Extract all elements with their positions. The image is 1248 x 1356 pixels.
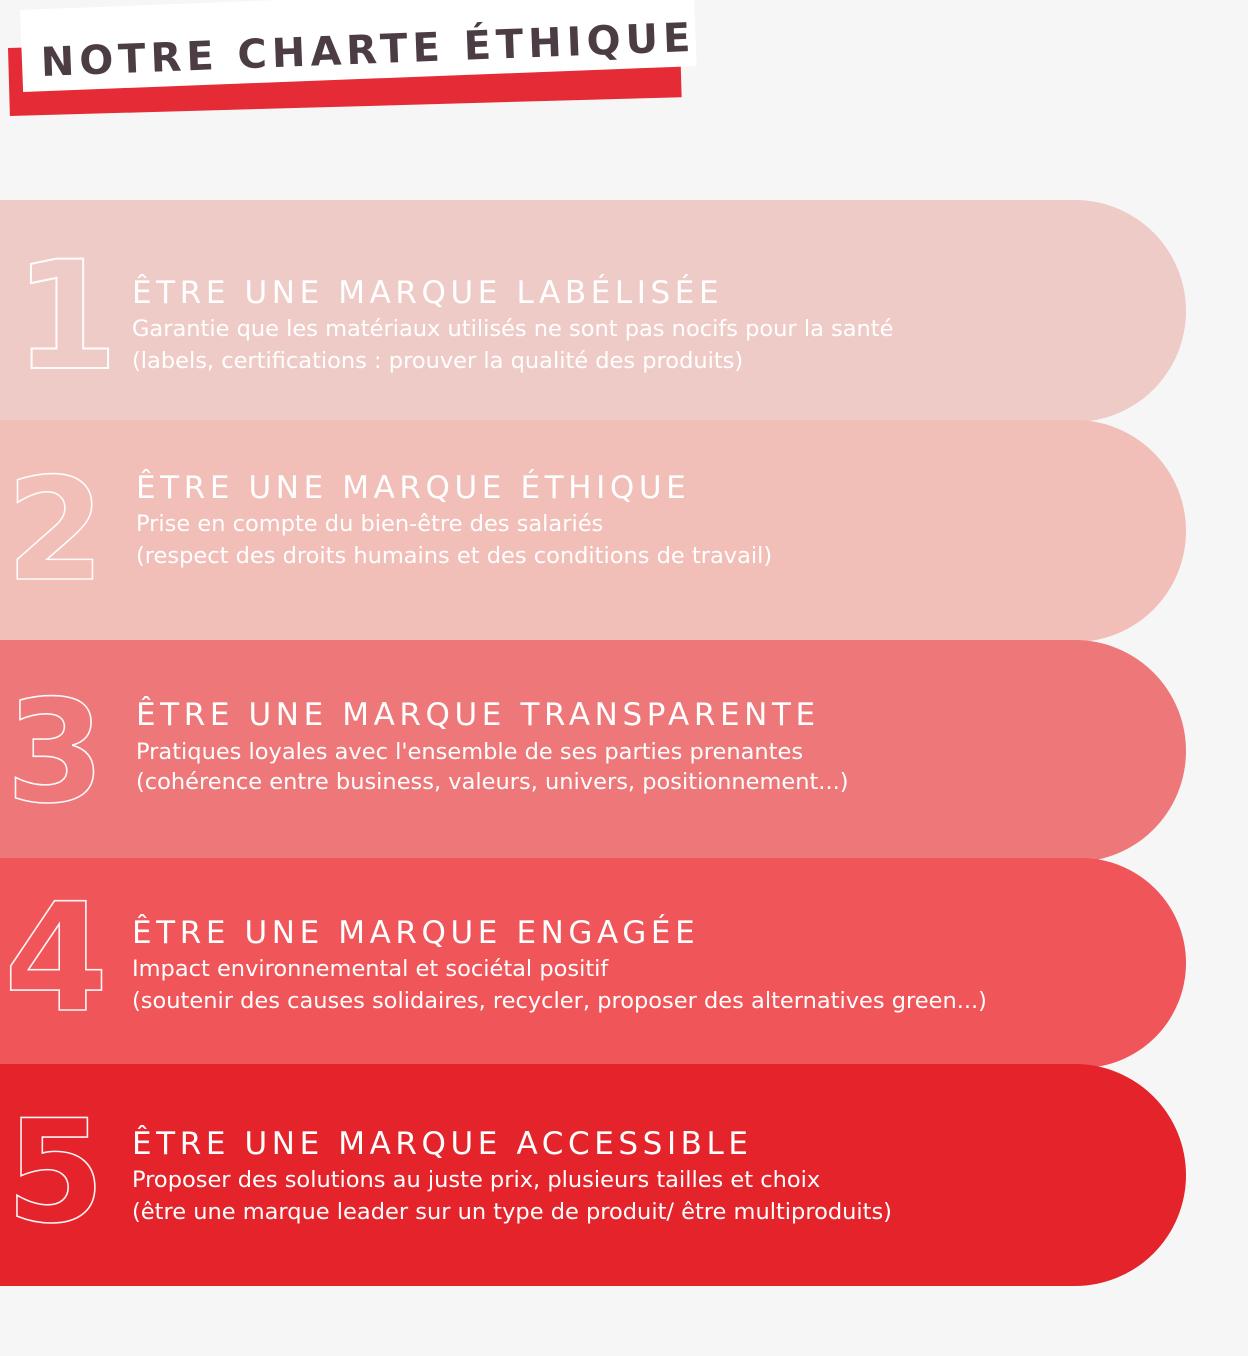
charter-card-1 (0, 200, 1186, 422)
card-title-5: ÊTRE UNE MARQUE ACCESSIBLE (132, 1126, 753, 1162)
card-description-3-line-2: (cohérence entre business, valeurs, univers, positionnement...) (136, 769, 849, 795)
card-description-4-line-2: (soutenir des causes solidaires, recycler, proposer des alternatives green...) (132, 988, 987, 1014)
card-title-2: ÊTRE UNE MARQUE ÉTHIQUE (136, 470, 691, 506)
card-description-1-line-1: Garantie que les matériaux utilisés ne sont pas nocifs pour la santé (132, 316, 894, 342)
charter-card-4 (0, 858, 1186, 1068)
title-banner (0, 0, 720, 150)
card-description-3-line-1: Pratiques loyales avec l'ensemble de ses parties prenantes (136, 739, 804, 765)
card-title-1: ÊTRE UNE MARQUE LABÉLISÉE (132, 275, 724, 311)
card-description-2-line-2: (respect des droits humains et des conditions de travail) (136, 543, 773, 569)
card-title-3: ÊTRE UNE MARQUE TRANSPARENTE (136, 697, 820, 733)
card-body-3 (136, 695, 849, 795)
card-number-4: 4 (4, 872, 109, 1046)
charter-card-3 (0, 640, 1186, 862)
card-number-1: 1 (14, 230, 119, 404)
page-title: NOTRE CHARTE ÉTHIQUE (40, 14, 697, 86)
card-description-1-line-2: (labels, certifications : prouver la qualité des produits) (132, 348, 744, 374)
card-body-1 (132, 273, 893, 377)
card-body-5 (132, 1124, 892, 1228)
card-description-2-line-1: Prise en compte du bien-être des salariés (136, 511, 604, 537)
card-number-2: 2 (6, 448, 105, 613)
card-number-3: 3 (6, 670, 105, 835)
charter-card-2 (0, 420, 1186, 642)
card-description-5-line-2: (être une marque leader sur un type de produit/ être multiproduits) (132, 1199, 892, 1225)
card-body-4 (132, 913, 987, 1017)
card-description-5-line-1: Proposer des solutions au juste prix, plusieurs tailles et choix (132, 1167, 821, 1193)
card-title-4: ÊTRE UNE MARQUE ENGAGÉE (132, 915, 700, 951)
charter-card-5 (0, 1064, 1186, 1286)
card-body-2 (136, 468, 772, 572)
card-description-4-line-1: Impact environnemental et sociétal positif (132, 956, 609, 982)
card-number-5: 5 (6, 1090, 105, 1255)
